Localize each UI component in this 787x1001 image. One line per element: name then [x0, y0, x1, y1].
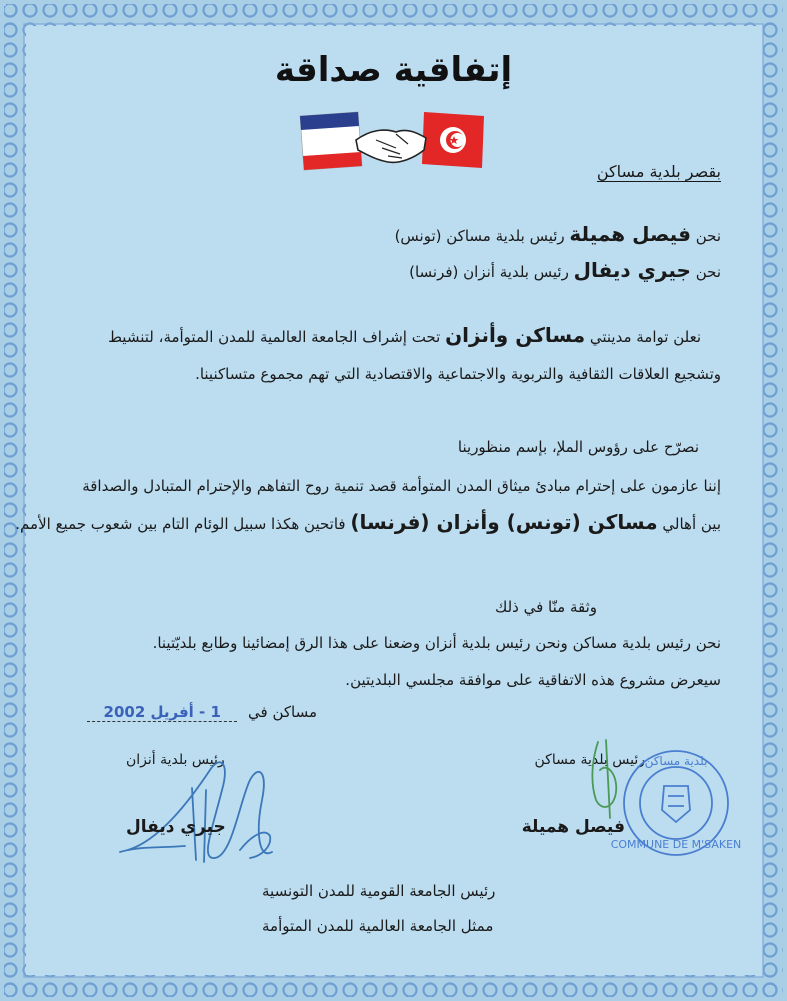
twin-cities-names: مساكن وأنزان — [445, 323, 586, 347]
announcement-line-2: وتشجيع العلاقات الثقافية والتربوية والاجتماعية والاقتصادية التي تهم مجموع متساكنينا. — [195, 365, 721, 383]
footer-line-2: ممثل الجامعة العالمية للمدن المتوأمة — [262, 917, 494, 935]
anzin-mayor-name: جيري ديفال — [126, 817, 226, 837]
handshake-icon — [356, 130, 426, 162]
anzin-mayor-title: رئيس بلدية أنزان — [126, 752, 225, 768]
intro-prefix: نحن — [695, 227, 721, 245]
commit-text: فاتحين هكذا سبيل الوئام التام بين شعوب جميع الأمم. — [15, 515, 346, 533]
msaken-mayor-title: رئيس بلدية مساكن — [534, 752, 645, 768]
mayor-intro-msaken — [395, 222, 721, 246]
signing-statement-2: سيعرض مشروع هذه الاتفاقية على موافقة مجلسي البلديتين. — [345, 671, 721, 689]
mayor-name-msaken: فيصل هميلة — [569, 222, 691, 246]
seal-text: COMMUNE DE M'SAKEN — [610, 838, 742, 851]
footer-line-1: رئيس الجامعة القومية للمدن التونسية — [262, 882, 496, 900]
tunisia-flag — [422, 112, 484, 168]
date-label: مساكن في — [248, 703, 317, 721]
seal-text-arabic: بلدية مساكن — [644, 754, 708, 768]
msaken-mayor-name: فيصل هميلة — [521, 817, 625, 837]
trust-line: وثقة منّا في ذلك — [494, 598, 597, 616]
mayor-intro-anzin — [409, 258, 721, 282]
mayor-title-msaken: رئيس بلدية مساكن (تونس) — [394, 227, 565, 245]
intro-prefix: نحن — [695, 263, 721, 281]
document-title: إتفاقية صداقة — [274, 50, 513, 90]
france-flag — [300, 112, 362, 170]
commit-text: بين أهالي — [662, 515, 721, 533]
declaration-line: نصرّح على رؤوس الملإ، بإسم منظورينا — [457, 438, 699, 456]
announce-text: نعلن توامة مدينتي — [589, 328, 701, 346]
mayor-title-anzin: رئيس بلدية أنزان (فرنسا) — [409, 263, 569, 281]
mayor-name-anzin: جيري ديفال — [573, 258, 691, 282]
date-line — [87, 703, 317, 722]
announcement-line-1 — [108, 323, 701, 347]
place-heading: بقصر بلدية مساكن — [596, 162, 721, 181]
signing-statement-1: نحن رئيس بلدية مساكن ونحن رئيس بلدية أنزان وضعنا على هذا الرق إمضائينا وطابع بلديّتينا. — [152, 634, 721, 652]
commitment-line-2 — [15, 510, 721, 534]
date-value: 1 - أفريل 2002 — [87, 703, 237, 722]
commitment-line-1: إننا عازمون على إحترام مبادئ ميثاق المدن المتوأمة قصد تنمية روح التفاهم والإحترام المتبادل والصداقة — [82, 477, 721, 495]
announce-text: تحت إشراف الجامعة العالمية للمدن المتوأمة، لتنشيط — [108, 328, 441, 346]
twin-cities-names: مساكن (تونس) وأنزان (فرنسا) — [350, 510, 658, 534]
flags-handshake-emblem — [296, 110, 488, 172]
